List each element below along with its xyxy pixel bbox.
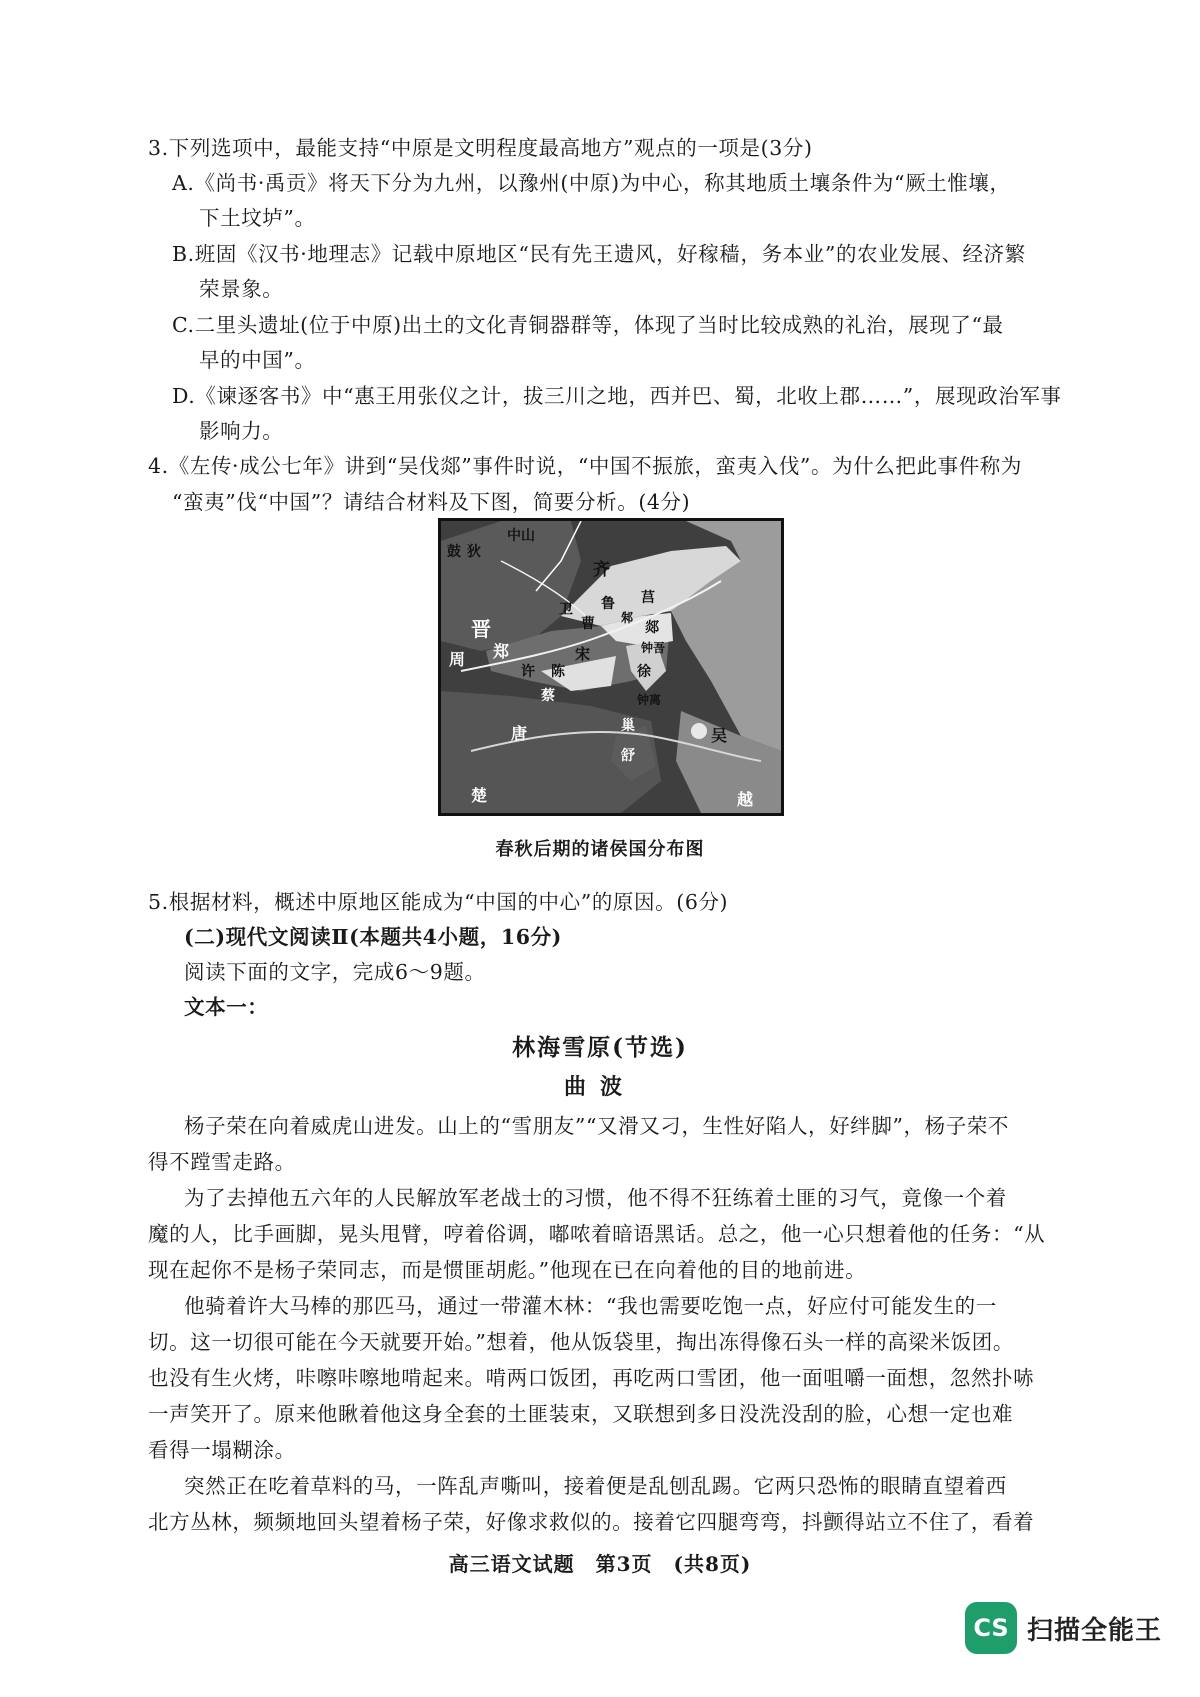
map-label-zhu: 邾	[621, 611, 634, 625]
section-heading: (二)现代文阅读Ⅱ(本题共4小题，16分)	[184, 925, 562, 949]
paragraph-4-line-2: 北方丛林，频频地回头望着杨子荣，好像求救似的。接着它四腿弯弯，抖颤得站立不住了，看着	[148, 1510, 1035, 1534]
map-label-gu: 鼓	[447, 544, 461, 560]
map-label-chu: 楚	[471, 786, 488, 805]
text-label: 文本一：	[184, 995, 269, 1019]
camscanner-text: 扫描全能王	[1027, 1615, 1163, 1646]
q3-option-c: C.二里头遗址(位于中原)出土的文化青铜器群等，体现了当时比较成熟的礼治，展现了“最	[172, 313, 1004, 337]
map-label-yue: 越	[737, 790, 754, 809]
map-label-qi: 齐	[593, 560, 610, 580]
section-instruction: 阅读下面的文字，完成6～9题。	[184, 960, 486, 984]
paragraph-4-line-1: 突然正在吃着草料的马，一阵乱声嘶叫，接着便是乱刨乱踢。它两只恐怖的眼睛直望着西	[184, 1474, 1007, 1498]
q3-option-c-cont: 早的中国”。	[199, 348, 316, 372]
q3-option-a-cont: 下土坟垆”。	[199, 206, 316, 230]
map-label-tang: 唐	[511, 724, 528, 743]
states-map	[438, 518, 784, 816]
map-label-ju: 莒	[641, 590, 655, 606]
q4-stem-cont: “蛮夷”伐“中国”？请结合材料及下图，简要分析。(4分)	[172, 490, 691, 514]
paragraph-3-line-1: 他骑着许大马棒的那匹马，通过一带灌木林：“我也需要吃饱一点，好应付可能发生的一	[184, 1294, 997, 1318]
q3-option-d: D.《谏逐客书》中“惠王用张仪之计，拔三川之地，西并巴、蜀，北收上郡……”，展现政治军事	[172, 384, 1062, 408]
map-label-xu-state: 徐	[637, 664, 651, 680]
q3-stem: 3.下列选项中，最能支持“中原是文明程度最高地方”观点的一项是(3分)	[148, 136, 813, 160]
map-label-tan: 郯	[645, 620, 659, 636]
map-label-shu: 舒	[621, 748, 635, 764]
map-label-chao: 巢	[621, 718, 635, 734]
map-label-jin: 晋	[471, 617, 491, 641]
map-label-cai: 蔡	[541, 688, 555, 704]
map-caption: 春秋后期的诸侯国分布图	[495, 839, 705, 860]
map-label-xu: 许	[521, 664, 535, 680]
paragraph-3-line-3: 也没有生火烤，咔嚓咔嚓地啃起来。啃两口饭团，再吃两口雪团，他一面咀嚼一面想，忽然扑哧	[148, 1366, 1035, 1390]
map-label-zhongli: 钟离	[637, 693, 662, 707]
q3-option-d-cont: 影响力。	[199, 419, 284, 443]
scanner-watermark	[965, 1600, 1162, 1656]
paragraph-1-line-2: 得不蹚雪走路。	[148, 1150, 296, 1174]
map-label-zhongwu: 钟吾	[641, 641, 666, 655]
paragraph-3-line-2: 切。这一切很可能在今天就要开始。”想着，他从饭袋里，掏出冻得像石头一样的高梁米饭团。	[148, 1330, 1014, 1354]
paragraph-1-line-1: 杨子荣在向着威虎山进发。山上的“雪朋友”“又滑又刁，生性好陷人，好绊脚”，杨子荣不	[184, 1114, 1010, 1138]
map-label-wu: 吴	[711, 726, 728, 745]
map-label-zhou: 周	[449, 650, 466, 669]
map-drawing	[441, 521, 781, 813]
paragraph-3-line-5: 看得一塌糊涂。	[148, 1438, 296, 1462]
q4-stem: 4.《左传·成公七年》讲到“吴伐郯”事件时说，“中国不振旅，蛮夷入伐”。为什么把此事件称为	[148, 454, 1022, 478]
map-label-zheng: 郑	[493, 642, 510, 661]
paragraph-2-line-3: 现在起你不是杨子荣同志，而是惯匪胡彪。”他现在已在向着他的目的地前进。	[148, 1258, 867, 1282]
q5-stem: 5.根据材料，概述中原地区能成为“中国的中心”的原因。(6分)	[148, 890, 729, 914]
paragraph-2-line-1: 为了去掉他五六年的人民解放军老战士的习惯，他不得不狂练着土匪的习气，竟像一个着	[184, 1186, 1007, 1210]
paragraph-2-line-2: 魔的人，比手画脚，晃头甩臂，哼着俗调，嘟哝着暗语黑话。总之，他一心只想着他的任务：“从	[148, 1222, 1046, 1246]
map-label-wei: 卫	[559, 602, 573, 618]
q3-option-b-cont: 荣景象。	[199, 277, 284, 301]
map-label-cao: 曹	[581, 616, 595, 632]
article-title: 林海雪原(节选)	[512, 1034, 688, 1061]
page-footer: 高三语文试题 第3页 (共8页)	[448, 1552, 752, 1576]
map-label-song: 宋	[575, 645, 591, 663]
article-author: 曲波	[563, 1074, 636, 1100]
q3-option-b: B.班固《汉书·地理志》记载中原地区“民有先王遗风，好稼穑，务本业”的农业发展、经济繁	[172, 242, 1026, 266]
map-label-zhongshan: 中山	[507, 528, 535, 544]
map-label-di: 狄	[467, 544, 481, 560]
camscanner-logo-icon: CS	[965, 1602, 1017, 1654]
paragraph-3-line-4: 一声笑开了。原来他瞅着他这身全套的土匪装束，又联想到多日没洗没刮的脸，心想一定也难	[148, 1402, 1014, 1426]
map-label-lu: 鲁	[601, 596, 615, 612]
q3-option-a: A.《尚书·禹贡》将天下分为九州，以豫州(中原)为中心，称其地质土壤条件为“厥土惟壤，	[172, 171, 1011, 195]
map-label-chen: 陈	[551, 664, 565, 680]
